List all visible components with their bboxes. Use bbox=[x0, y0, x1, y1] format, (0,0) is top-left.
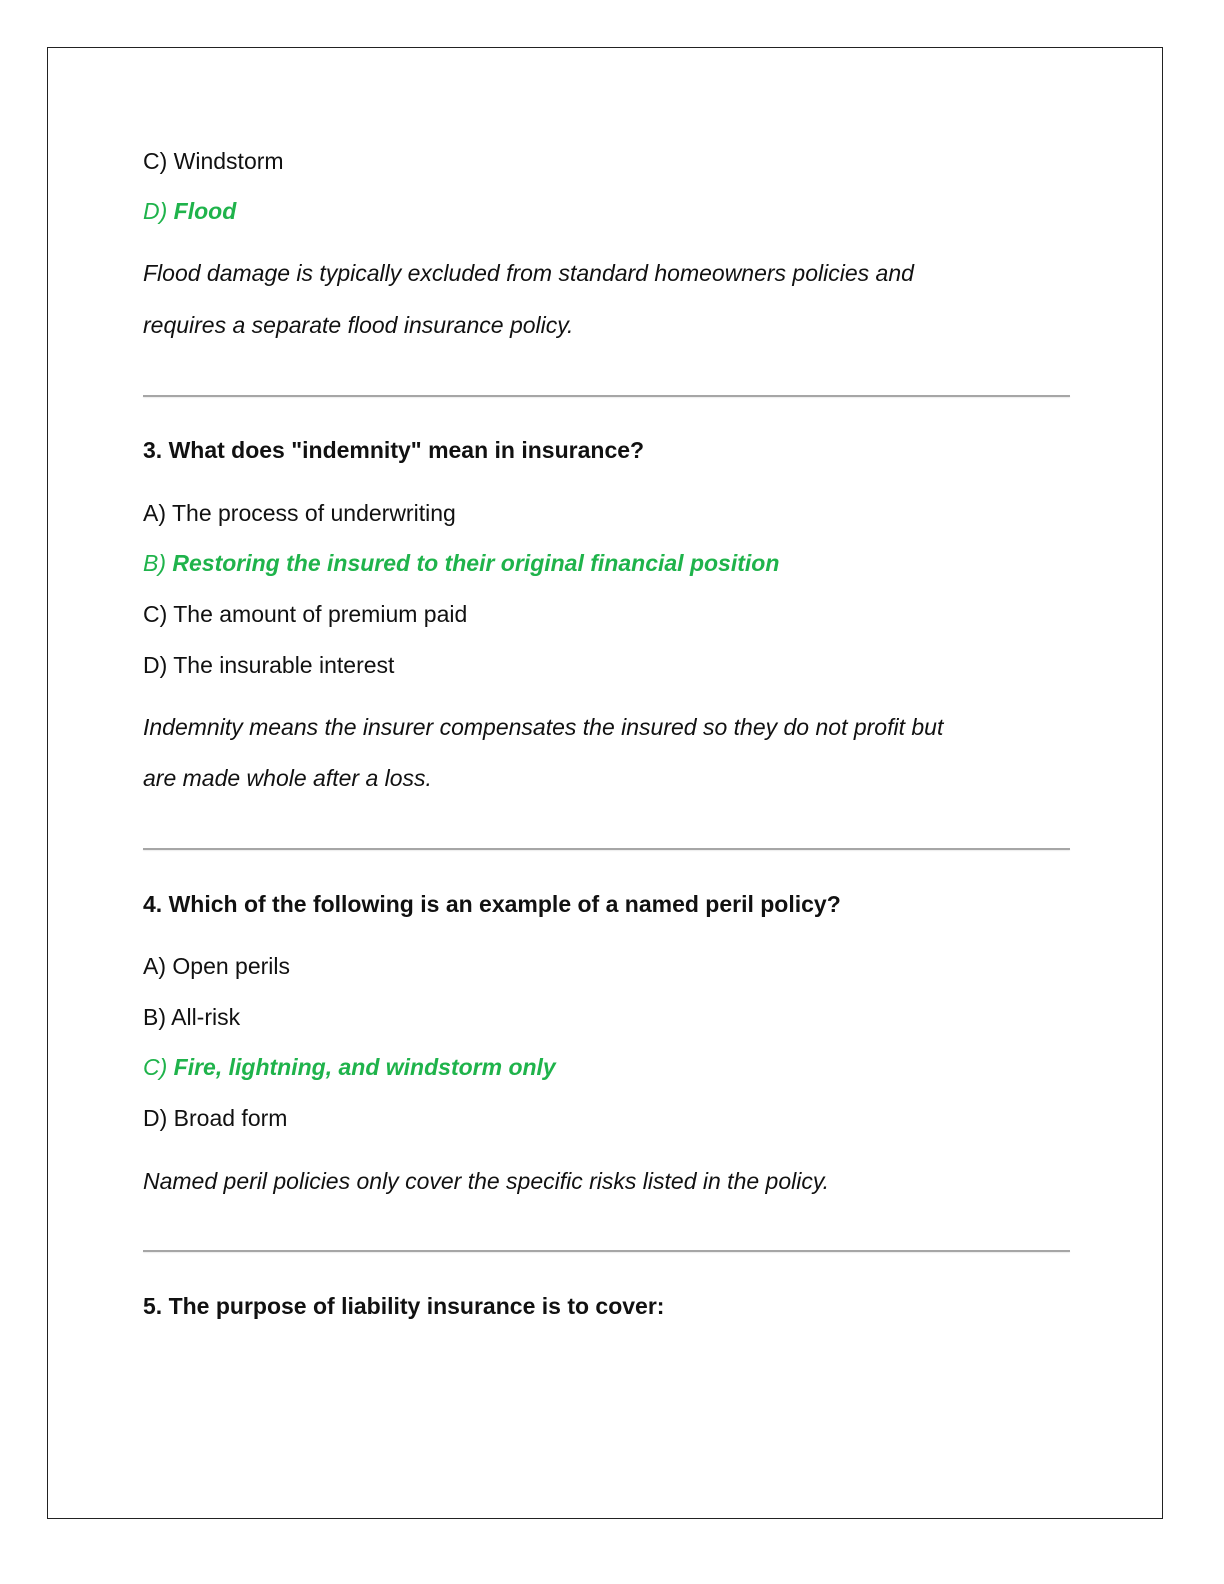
q4-question: 4. Which of the following is an example of a named peril policy? bbox=[143, 891, 841, 917]
q2-option-c: C) Windstorm bbox=[143, 148, 284, 174]
q3-explanation-line1: Indemnity means the insurer compensates the insured so they do not profit but bbox=[143, 714, 944, 740]
q3-option-b-text: Restoring the insured to their original financial position bbox=[172, 550, 780, 576]
divider bbox=[143, 395, 1070, 397]
q4-option-a: A) Open perils bbox=[143, 953, 291, 979]
q3-explanation-line2: are made whole after a loss. bbox=[143, 765, 432, 791]
q2-option-d-letter: D) bbox=[143, 198, 168, 224]
q4-option-b: B) All-risk bbox=[143, 1004, 241, 1030]
q3-option-a: A) The process of underwriting bbox=[143, 500, 456, 526]
q2-option-d-correct bbox=[143, 196, 236, 226]
q3-option-d: D) The insurable interest bbox=[143, 652, 395, 678]
q3-option-c: C) The amount of premium paid bbox=[143, 601, 468, 627]
q3-option-b-correct bbox=[143, 548, 779, 578]
q4-option-c-text: Fire, lightning, and windstorm only bbox=[173, 1054, 556, 1080]
q4-explanation: Named peril policies only cover the specific risks listed in the policy. bbox=[143, 1168, 830, 1194]
q3-question: 3. What does "indemnity" mean in insurance? bbox=[143, 437, 645, 463]
q4-option-c-correct bbox=[143, 1052, 556, 1082]
q2-option-d-text: Flood bbox=[173, 198, 237, 224]
q4-option-d: D) Broad form bbox=[143, 1105, 288, 1131]
q2-explanation-line1: Flood damage is typically excluded from standard homeowners policies and bbox=[143, 260, 914, 286]
divider bbox=[143, 848, 1070, 850]
q5-question: 5. The purpose of liability insurance is to cover: bbox=[143, 1293, 665, 1319]
q4-option-c-letter: C) bbox=[143, 1054, 168, 1080]
divider bbox=[143, 1250, 1070, 1252]
q3-option-b-letter: B) bbox=[143, 550, 166, 576]
q2-explanation-line2: requires a separate flood insurance policy. bbox=[143, 312, 574, 338]
